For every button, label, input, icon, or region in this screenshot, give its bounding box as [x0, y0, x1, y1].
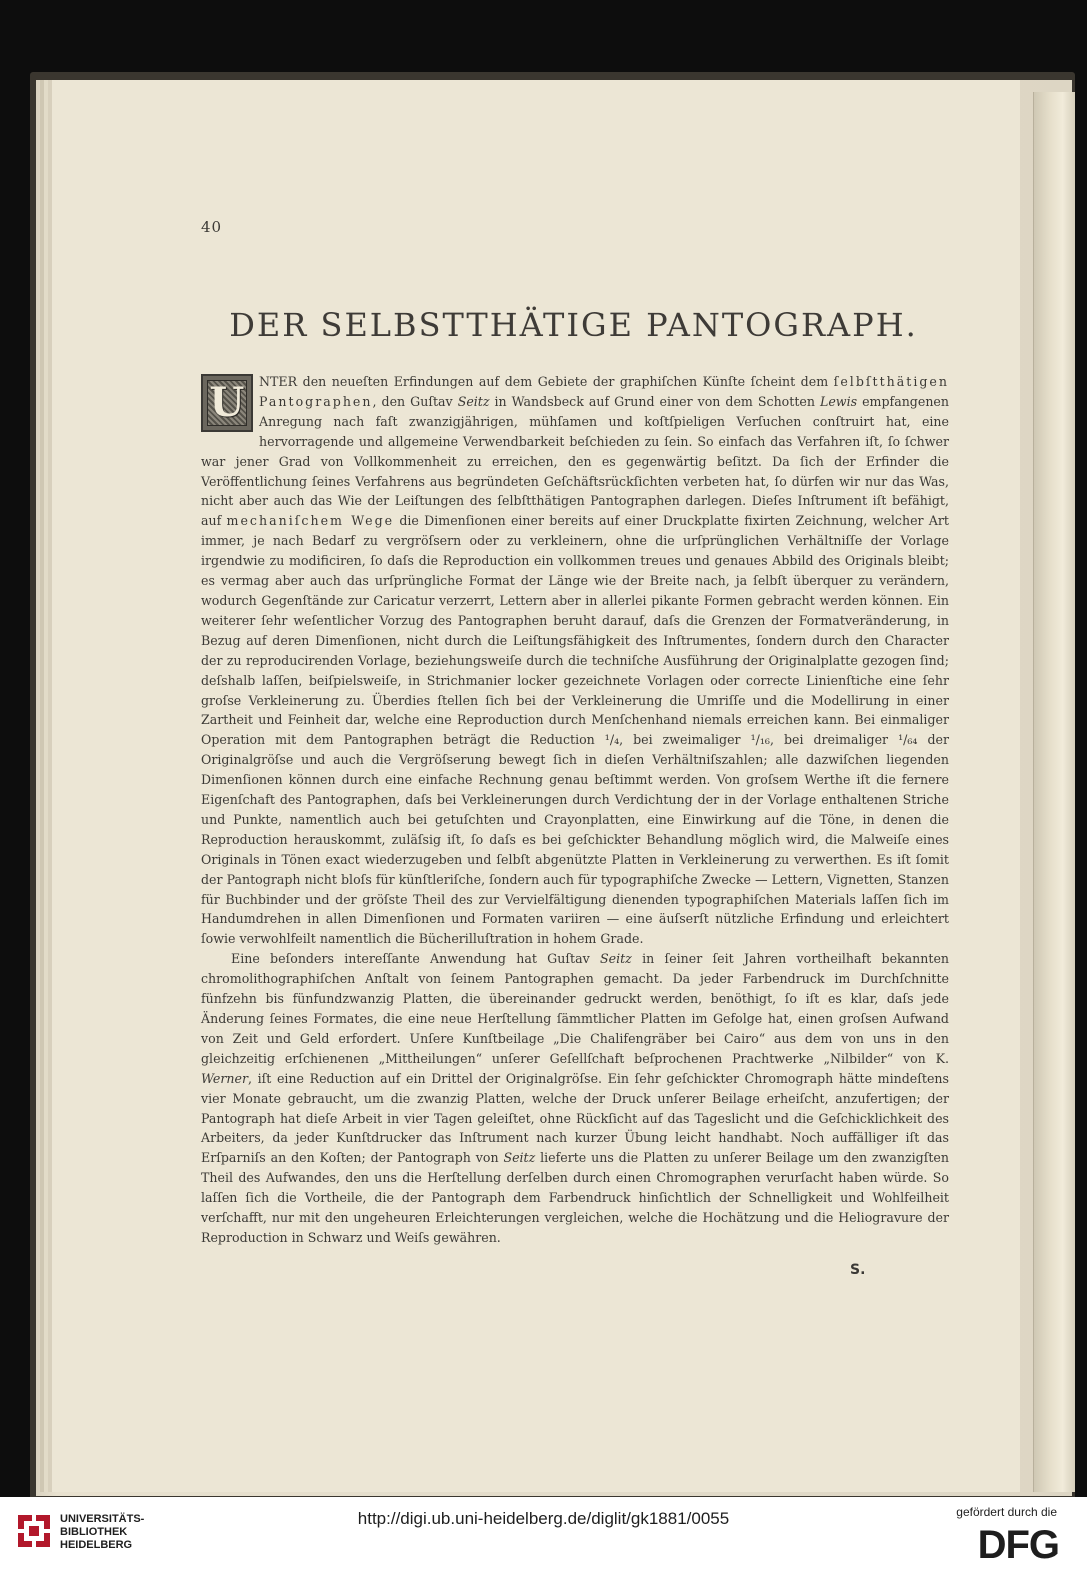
text-run-spaced: mechaniſchem Wege	[226, 513, 395, 529]
text-run-italic: Seitz	[599, 951, 632, 967]
author-signature: S.	[850, 1262, 866, 1278]
dfg-logo: DFG	[977, 1523, 1059, 1567]
library-name-line1: UNIVERSITÄTS-	[60, 1513, 145, 1525]
text-run: , den Guſtav	[372, 393, 458, 409]
text-run: , iſt eine Reduction auf ein Drittel der Originalgröſse. Ein ſehr geſchickter Chromograph hätte mindeſtens vier Monate gebraucht, um die zwanzig Platten, welche der Druck unſerer Beilage erheiſcht, anzufertigen; der Pantograph hat dieſe Arbeit in vier Tagen geleiſtet, ohne Rückſicht auf das Tageslicht und die Geſchicklichkeit des Arbeiters, da jeder Kunſtdrucker das Inſtrument nach kurzer Übung leicht handhabt. Noch auffälliger iſt das Erſparniſs an den Koſten; der Pantograph von	[201, 1070, 949, 1166]
text-run-italic: Werner	[201, 1070, 248, 1086]
text-run-italic: Seitz	[457, 393, 490, 409]
text-run: in Wandsbeck auf Grund einer von dem Schotten	[489, 393, 820, 409]
page-number: 40	[201, 218, 223, 236]
footer-bar	[0, 1497, 1087, 1588]
page-title: DER SELBSTTHÄTIGE PANTOGRAPH.	[229, 306, 918, 344]
drop-cap-ornament	[201, 374, 253, 432]
library-name-line2: BIBLIOTHEK	[60, 1526, 128, 1538]
text-run: die Dimenſionen einer bereits auf einer Druckplatte fixirten Zeichnung, welcher Art immer, je nach Bedarf zu vergröſsern oder zu verkleinern, ohne die urſprünglichen Verhältniſſe der Vorlage irgendwie zu modificiren, ſo daſs die Reproduction ein vollkommen treues und genaues Abbild des Originals bleibt; es vermag aber auch das urſprüngliche Format der Länge wie der Breite nach, ja ſelbſt überquer zu verändern, wodurch Gegenſtände zur Caricatur verzerrt, Lettern aber in allerlei pikante Formen gebracht werden können. Ein weiterer ſehr weſentlicher Vorzug des Pantographen beruht darauf, daſs die Grenzen der Formatveränderung, in Bezug auf deren Dimenſionen, nicht durch die Leiſtungsfähigkeit des Inſtrumentes, ſondern durch den Character der zu reproducirenden Vorlage, beziehungsweiſe durch die techniſche Ausführung der Originalplatte gezogen ſind; deſshalb laſſen, beiſpielsweiſe, in Strichmanier locker gezeichnete Vorlagen oder correcte Linienſtiche eine ſehr groſse Verkleinerung zu. Überdies ſtellen ſich bei der Verkleinerung die Umriſſe und die Modellirung in einer Zartheit und Feinheit dar, welche eine Reproduction durch Menſchenhand niemals erreichen kann. Bei einmaliger Operation mit dem Pantographen beträgt die Reduction ¹/₄, bei zweimaliger ¹/₁₆, bei dreimaliger ¹/₆₄ der Originalgröſse und auch die Vergröſserung bewegt ſich in dieſen Verhältniſszahlen; alle dazwiſchen liegenden Dimenſionen können durch eine einfache Rechnung genau beſtimmt werden. Von groſsem Werthe iſt die fernere Eigenſchaft des Pantographen, daſs bei Verkleinerungen durch Verdichtung der in der Vorlage enthaltenen Striche und Punkte, namentlich auch bei getuſchten und Crayonplatten, eine Einwirkung auf die Töne, in denen die Reproduction herauskommt, zuläſsig iſt, ſo daſs es bei geſchickter Behandlung möglich wird, die Malweiſe eines Originals in Tönen exact wiederzugeben und ſelbſt abgenützte Platten in Verkleinerung zu verwerthen. Es iſt ſomit der Pantograph nicht bloſs für künſtleriſche, ſondern auch für typographiſche Zwecke — Lettern, Vignetten, Stanzen für Buchbinder und der gröſste Theil des zur Vervielfältigung dienenden typographiſchen Materials laſſen ſich im Handumdrehen in allen Dimenſionen und Formaten variiren — eine äuſserſt nützliche Erfindung und erleichtert ſowie verwohlfeilt namentlich die Bücherilluſtration in hohem Grade.	[201, 513, 949, 947]
right-page-edge	[1033, 92, 1075, 1492]
text-run-spaced: ſelbſtthätigen Pantographen	[259, 374, 949, 409]
permalink-url[interactable]: http://digi.ub.uni-heidelberg.de/diglit/gk1881/0055	[357, 1509, 730, 1528]
text-run: in ſeiner ſeit Jahren vortheilhaft bekannten chromolithographiſchen Anſtalt von ſeinem Pantographen gemacht. Da jeder Farbendruck im Durchſchnitte fünfzehn bis fünfundzwanzig Platten, die übereinander gedruckt werden, benöthigt, ſo iſt es klar, daſs jede Änderung ſeines Formates, die eine neue Herſtellung ſämmtlicher Platten im Gefolge hat, einen groſsen Aufwand von Zeit und Geld erfordert. Unſere Kunſtbeilage „Die Chalifengräber bei Cairo“ aus dem von uns in den gleichzeitig erſchienenen „Mittheilungen“ unſerer Geſellſchaft beſprochenen Prachtwerke „Nilbilder“ von K.	[201, 951, 950, 1066]
article-body	[201, 372, 949, 1248]
text-run: Eine beſonders intereſſante Anwendung hat Guſtav	[231, 951, 600, 967]
text-run: empfangenen Anregung nach faſt zwanzigjährigen, mühſamen und koſtſpieligen Verſuchen conſtruirt hat, eine hervorragende und allgemeine Verwendbarkeit beſchieden zu ſein. So einfach das Verfahren iſt, ſo ſchwer war jener Grad von Vollkommenheit zu erreichen, den es gegenwärtig beſitzt. Da ſich der Erfinder die Veröffentlichung ſeines Verfahrens aus begründeten Geſchäftsrückſichten verbeten hat, ſo dürfen wir nur das Was, nicht aber auch das Wie der Leiſtungen des ſelbſtthätigen Pantographen darlegen. Dieſes Inſtrument iſt befähigt, auf	[201, 393, 949, 529]
text-run: NTER den neueſten Erfindungen auf dem Gebiete der graphiſchen Künſte ſcheint dem	[259, 374, 834, 389]
paragraph-2	[201, 949, 949, 1248]
paragraph-1	[201, 372, 949, 949]
text-run: lieferte uns die Platten zu unſerer Beilage um den zwanzigſten Theil des Aufwandes, den uns die Herſtellung derſelben durch einen Chromographen verurſacht haben würde. So laſſen ſich die Vortheile, die der Pantograph dem Farbendruck hinſichtlich der Schnelligkeit und Wohlfeilheit verſchafft, nur mit den ungeheuren Erleichterungen vergleichen, welche die Hochätzung und die Heliogravure der Reproduction in Schwarz und Weiſs gewähren.	[201, 1150, 949, 1245]
drop-cap-letter: U	[209, 379, 245, 427]
text-run-italic: Lewis	[819, 393, 858, 409]
sponsor-caption: gefördert durch die	[956, 1505, 1057, 1519]
text-run-italic: Seitz	[503, 1150, 536, 1166]
library-name-line3: HEIDELBERG	[60, 1539, 133, 1551]
